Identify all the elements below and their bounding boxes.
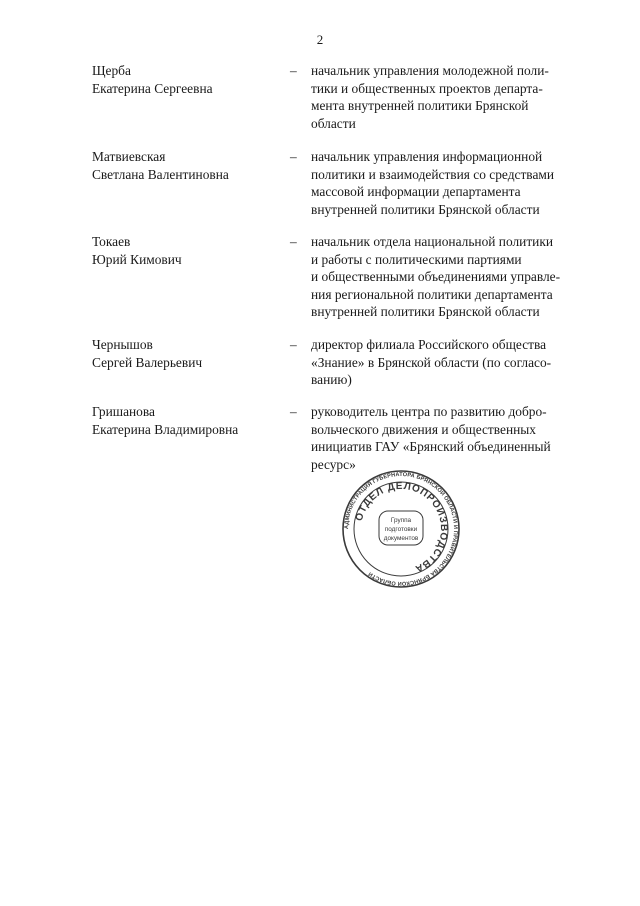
surname: Матвиевская	[92, 149, 166, 164]
dash: –	[290, 404, 297, 419]
person-name	[92, 148, 282, 183]
role-line: ресурс»	[311, 456, 356, 472]
role-line: «Знание» в Брянской области (по согласо-	[311, 354, 552, 370]
role-line: политики и взаимодействия со средствами	[311, 166, 555, 182]
stamp-center-line: подготовки	[384, 526, 418, 533]
stamp-center-line: документов	[383, 535, 419, 542]
dash: –	[290, 337, 297, 352]
position-description	[311, 233, 596, 321]
surname: Чернышов	[92, 337, 153, 352]
role-line: массовой информации департамента	[311, 184, 521, 200]
role-line: тики и общественных проектов департа-	[311, 80, 543, 96]
position-description	[311, 403, 596, 473]
given-names: Екатерина Владимировна	[92, 421, 239, 437]
person-name	[92, 62, 282, 97]
role-line: внутренней политики Брянской области	[311, 304, 540, 320]
position-description	[311, 62, 596, 132]
role-line: ния региональной политики департамента	[311, 286, 553, 302]
role-line: и общественными объединениями управле-	[311, 269, 561, 285]
position-description	[311, 148, 596, 218]
role-line: начальник управления молодежной поли-	[311, 63, 549, 78]
dash: –	[290, 234, 297, 249]
role-line: ванию)	[311, 372, 352, 388]
role-line: внутренней политики Брянской области	[311, 201, 540, 217]
surname: Щерба	[92, 63, 131, 78]
given-names: Екатерина Сергеевна	[92, 80, 213, 96]
role-line: директор филиала Российского общества	[311, 337, 547, 352]
role-line: мента внутренней политики Брянской	[311, 98, 529, 114]
page-number: 2	[316, 32, 324, 47]
given-names: Светлана Валентиновна	[92, 166, 229, 182]
person-name	[92, 336, 282, 371]
role-line: вольческого движения и общественных	[311, 421, 536, 437]
dash: –	[290, 63, 297, 78]
role-line: и работы с политическими партиями	[311, 251, 522, 267]
stamp-outer-text: АДМИНИСТРАЦИЯ ГУБЕРНАТОРА БРЯНСКОЙ ОБЛАСТИ И ПРАВИТЕЛЬСТВА БРЯНСКОЙ ОБЛАСТИ	[343, 471, 459, 587]
stamp-ring-text: ОТДЕЛ ДЕЛОПРОИЗВОДСТВА	[353, 480, 450, 575]
given-names: Сергей Валерьевич	[92, 354, 203, 370]
dash: –	[290, 149, 297, 164]
surname: Токаев	[92, 234, 131, 249]
role-line: руководитель центра по развитию добро-	[311, 404, 547, 419]
role-line: начальник управления информационной	[311, 149, 543, 164]
person-name	[92, 233, 282, 268]
role-line: области	[311, 115, 356, 131]
role-line: инициатив ГАУ «Брянский объединенный	[311, 439, 551, 455]
official-stamp	[341, 469, 461, 589]
stamp-center-line: Группа	[390, 517, 412, 524]
role-line: начальник отдела национальной политики	[311, 234, 554, 249]
position-description	[311, 336, 596, 389]
surname: Гришанова	[92, 404, 155, 419]
given-names: Юрий Кимович	[92, 251, 182, 267]
person-name	[92, 403, 282, 438]
